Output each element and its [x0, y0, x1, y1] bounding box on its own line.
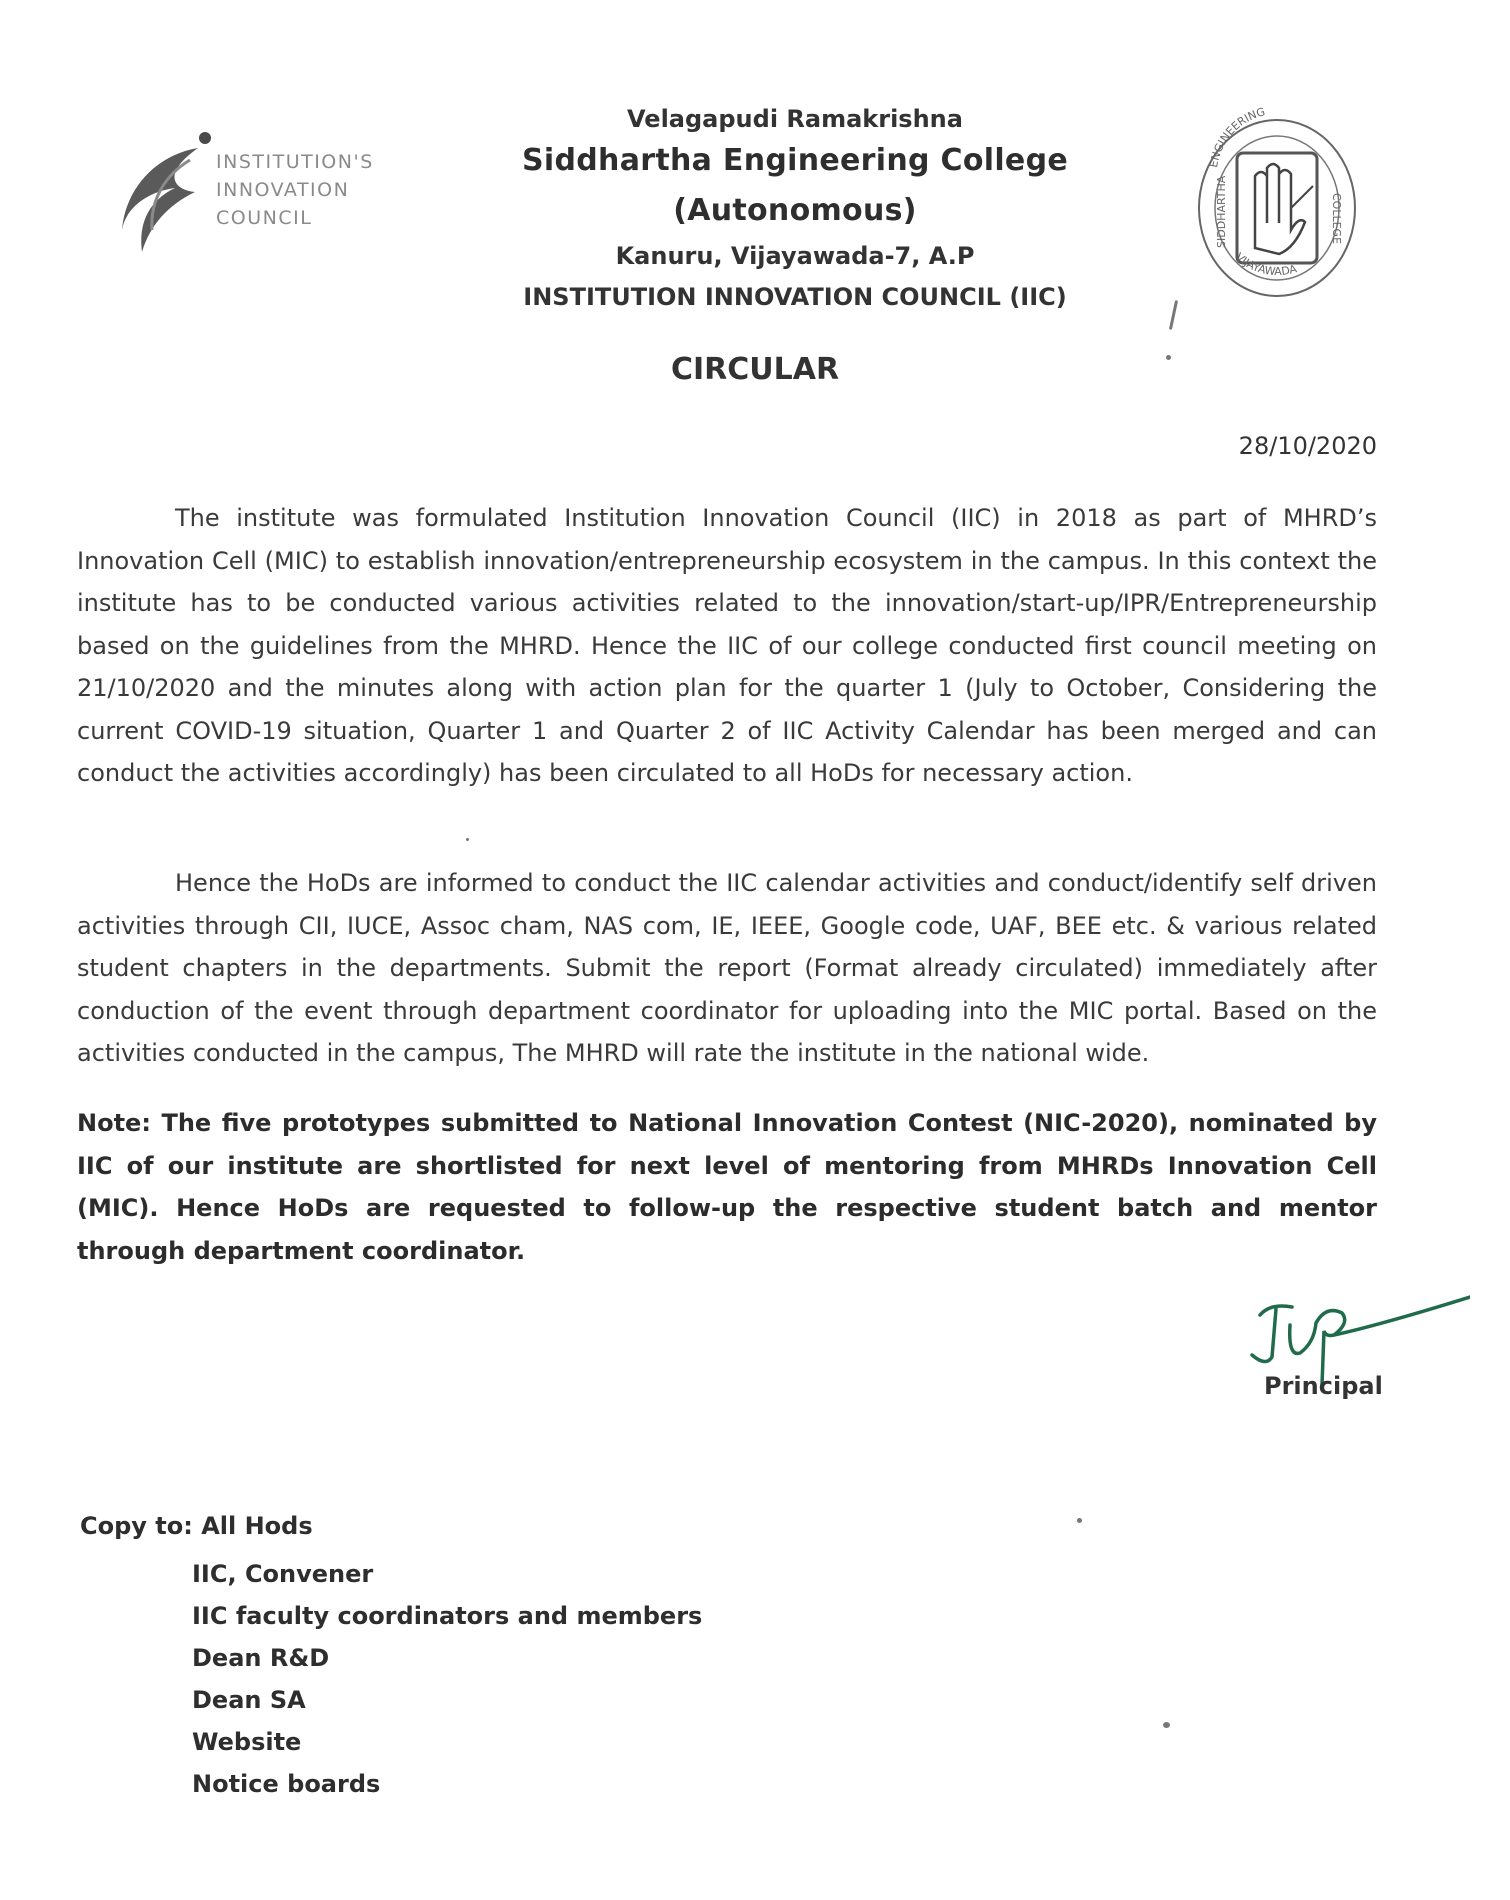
signatory-title: Principal: [1264, 1372, 1383, 1400]
copy-to-item: IIC, Convener: [192, 1560, 374, 1588]
copy-to-item: IIC faculty coordinators and members: [192, 1602, 703, 1630]
iic-logo-line: INSTITUTION'S: [216, 151, 374, 173]
scan-mark: [466, 838, 469, 841]
scan-mark: [1077, 1518, 1082, 1523]
document-date: 28/10/2020: [1238, 432, 1377, 460]
college-name-line1: Velagapudi Ramakrishna: [627, 105, 963, 133]
college-header: [400, 102, 1190, 318]
iic-logo-mark: [120, 130, 220, 255]
copy-to-item: Dean SA: [192, 1686, 306, 1714]
note-paragraph: Note: The five prototypes submitted to National Innovation Contest (NIC-2020), nominated by IIC of our institute are shortlisted for next level of mentoring from MHRDs Innovation Cell (MIC). Hence HoDs are requested to follow-up the respective student batch and mentor through department coordinator.: [77, 1109, 1377, 1265]
svg-text:VIJAYAWADA: [1233, 250, 1299, 278]
seal-text-top: ENGINEERING: [1207, 105, 1267, 169]
college-seal-emblem: [1195, 98, 1360, 298]
iic-logo-line: COUNCIL: [216, 207, 313, 229]
copy-to-item: Notice boards: [192, 1770, 381, 1798]
seal-text-bottom: VIJAYAWADA: [1232, 250, 1299, 279]
document-title: CIRCULAR: [670, 352, 840, 387]
copy-to-list: [192, 1553, 702, 1805]
college-seal: [1195, 98, 1360, 298]
iic-logo: [120, 130, 380, 255]
body-paragraph-2: Hence the HoDs are informed to conduct the IIC calendar activities and conduct/identify self driven activities through CII, IUCE, Assoc cham, NAS com, IE, IEEE, Google code, UAF, BEE etc. & various related student chapters in the departments. Submit the report (Format already circulated) immediately after conduction of the event through department coordinator for uploading into the MIC portal. Based on the activities conducted in the campus, The MHRD will rate the institute in the national wide.: [77, 869, 1377, 1067]
college-address: Kanuru, Vijayawada-7, A.P: [615, 242, 975, 270]
council-name: INSTITUTION INNOVATION COUNCIL (IIC): [523, 283, 1067, 311]
seal-text-right: COLLEGE: [1330, 193, 1343, 245]
copy-to-item: Website: [192, 1728, 302, 1756]
seal-text-left: SIDDHARTHA: [1215, 175, 1228, 248]
iic-logo-line: INNOVATION: [216, 179, 350, 201]
body-paragraph-1: The institute was formulated Institution Innovation Council (IIC) in 2018 as part of MHRD’s Innovation Cell (MIC) to establish innovation/entrepreneurship ecosystem in the campus. In this context the institute has to be conducted various activities related to the innovation/start-up/IPR/Entrepreneurship based on the guidelines from the MHRD. Hence the IIC of our college conducted first council meeting on 21/10/2020 and the minutes along with action plan for the quarter 1 (July to October, Considering the current COVID-19 situation, Quarter 1 and Quarter 2 of IIC Activity Calendar has been merged and can conduct the activities accordingly) has been circulated to all HoDs for necessary action.: [77, 504, 1377, 787]
college-name-line2: Siddhartha Engineering College (Autonomous): [522, 143, 1068, 228]
copy-to-label: Copy to: All Hods: [80, 1512, 313, 1540]
scan-mark: [1163, 1722, 1170, 1728]
iic-logo-text: [216, 148, 374, 232]
copy-to-item: Dean R&D: [192, 1644, 330, 1672]
